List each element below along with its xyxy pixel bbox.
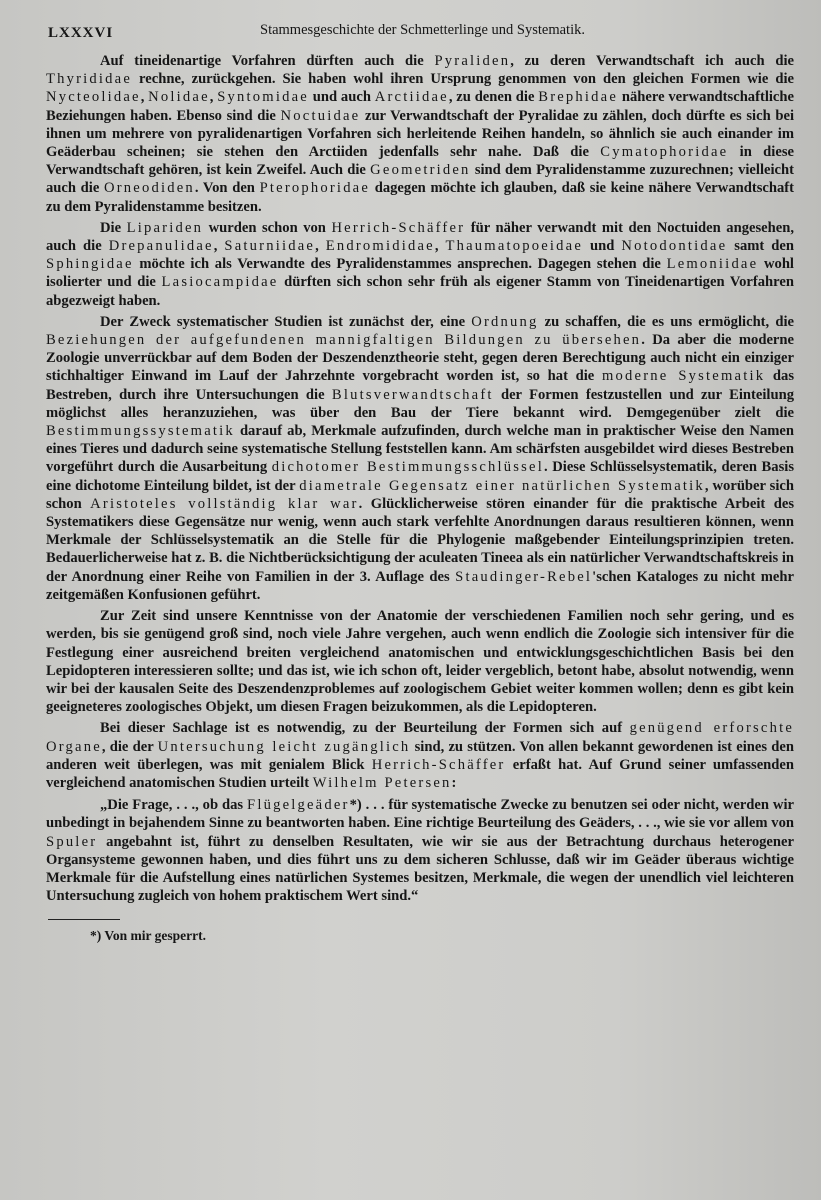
text-run: : [451,774,457,791]
text-run: . Diese Schlüsselsystematik, deren Basis eine dichotome Einteilung bildet, ist der [46,459,795,494]
text-run: . Von den [194,180,260,197]
text-run: , [209,89,218,106]
spaced-emphasis-text: Lemoniidae [666,256,759,273]
spaced-emphasis-text: Noctuidae [280,107,361,124]
text-run: 'schen Kataloges zu nicht mehr zeitgemäßen Konfusionen geführt. [46,568,794,603]
footnote-rule [48,919,120,920]
spaced-emphasis-text: Saturniidae [224,238,316,255]
text-run: für näher verwandt mit den Noctuiden angesehen, auch die [46,219,794,255]
text-run: möchte ich als Verwandte des Pyralidenstammes ansprechen. Dagegen stehen die [133,256,667,273]
text-run: . Glücklicherweise stören einander für die praktische Arbeit des Systematikers diese Gegensätze nur wenig, wenn auch stark verfehlte Anordnungen daraus resultieren können, wenn Merkmale der Schlüsselsystematik an die Stelle für die Phylogenie maßgebender Einteilungsprinzipien treten. Bedauerlicherweise hat z. B. die Nichtberücksichtigung der aculeaten Tineea als ein natürlicher Verwandtschaftskreis in der Anordnung einer Reihe von Familien in der 3. Auflage des [46,495,794,585]
page-header [46,22,799,46]
spaced-emphasis-text: Lipariden [126,219,204,236]
spaced-emphasis-text: Geometriden [370,162,471,179]
spaced-emphasis-text: Aristoteles vollständig klar war [90,495,359,512]
text-run: , [140,89,149,106]
text-run: *) . . . für systematische Zwecke zu benutzen sei oder nicht, werden wir unbedingt in bejahendem Sinne zu beantworten haben. Eine richtige Beurteilung des Geäders, . . ., wie sie vor allem von [46,797,794,832]
text-run: sind dem Pyralidenstamme zuzurechnen; vielleicht auch die [46,162,794,197]
text-run: darauf ab, Merkmale aufzufinden, durch welche man in praktischer Weise den Namen eines Tieres und dadurch seine systematische Stellung feststellen kann. Am schärfsten ausgebildet wird dieses Bestreben vorgeführt durch die Ausarbeitung [46,423,794,476]
text-run: zu schaffen, die es uns ermöglicht, die [538,313,794,330]
spaced-emphasis-text: Wilhelm Petersen [312,774,452,791]
spaced-emphasis-text: moderne Systematik [601,368,766,385]
text-run: rechne, zurückgehen. Sie haben wohl ihren Ursprung genommen von den gleichen Formen wie die [132,71,794,88]
text-run: . Da aber die moderne Zoologie unverrückbar auf dem Boden der Deszendenztheorie steht, gegen deren Berechtigung auch nicht ein einziger stichhaltiger Einwand im Lauf der Jahrzehnte vorgebracht worden ist, so hat die [46,332,794,385]
spaced-emphasis-text: Orneodiden [103,180,195,197]
spaced-emphasis-text: Thaumatopoeidae [445,238,584,255]
text-run: dagegen möchte ich glauben, daß sie keine nähere Verwandtschaft zu dem Pyralidenstamme besitzen. [46,180,795,215]
spaced-emphasis-text: dichotomer Bestimmungsschlüssel [271,459,544,476]
spaced-emphasis-text: Cymatophoridae [600,144,729,161]
footnote: *) Von mir gesperrt. [90,928,206,944]
text-run: sind, zu stützen. Von allen bekannt gewordenen ist eines den anderen weit überlegen, was mit genialem Blick [46,738,794,773]
text-run: wurden schon von [203,219,332,236]
text-run: angebahnt ist, führt zu denselben Resultaten, wie wir sie aus der Betrachtung durchaus heterogener Organsysteme gewonnen haben, und dies führt uns zu dem sicheren Schlusse, daß wir im Geäder überaus wichtige Merkmale für die Aufstellung eines natürlichen Systemes besitzen, Merkmale, die wegen der unendlich viel leichteren Untersuchung zugleich von hohem praktischem Wert sind.“ [46,833,794,905]
spaced-emphasis-text: Pterophoridae [259,180,371,197]
text-run: „Die Frage, . . ., ob das [100,797,248,814]
spaced-emphasis-text: Nolidae [148,89,210,106]
text-run: samt den [727,238,795,255]
text-run: das Bestreben, durch ihre Untersuchungen die [46,368,794,403]
spaced-emphasis-text: Brephidae [538,89,619,106]
spaced-emphasis-text: diametrale Gegensatz einer natürlichen Systematik [299,477,705,494]
spaced-emphasis-text: Untersuchung leicht zugänglich [157,738,411,755]
spaced-emphasis-text: Nycteolidae [46,89,141,106]
spaced-emphasis-text: Arctiidae [374,89,449,106]
text-run: , [213,238,225,255]
text-run: Der Zweck systematischer Studien ist zunächst der, eine [100,313,472,330]
spaced-emphasis-text: Syntomidae [217,89,309,106]
spaced-emphasis-text: Staudinger-Rebel [455,568,593,585]
body-paragraph [46,607,794,716]
spaced-emphasis-text: Notodontidae [621,238,728,255]
text-run: dürften sich schon sehr früh als eigener Stamm von Tineidenartigen Vorfahren abgezweigt haben. [46,274,794,309]
body-paragraph [46,313,794,604]
spaced-emphasis-text: Spuler [46,833,98,850]
spaced-emphasis-text: Herrich-Schäffer [331,219,466,236]
spaced-emphasis-text: Pyraliden [434,53,511,69]
text-run: zur Verwandtschaft der Pyralidae zu zählen, doch dürfte es sich bei ihnen um mehrere von pyralidenartigen Vorfahren sich herleitende Reihen handeln, so ähnlich sie auch einander im Geäderbau scheinen; sie stehen den Arctiiden jedenfalls sehr nahe. Daß die [46,107,795,161]
body-text [46,52,794,905]
quotation-paragraph [46,796,794,905]
text-run: Auf tineidenartige Vorfahren dürften auch die [100,53,435,69]
body-paragraph [46,719,794,792]
body-paragraph [46,52,794,216]
running-title: Stammesgeschichte der Schmetterlinge und Systematik. [260,22,585,38]
text-run: der Formen festzustellen und zur Einteilung möglichst alles heranzuziehen, was über den Bau der Tiere bekannt wird. Demgegenüber zielt die [46,386,794,421]
spaced-emphasis-text: Thyrididae [46,71,133,88]
spaced-emphasis-text: Ordnung [471,313,539,330]
text-run: Die [100,219,127,236]
spaced-emphasis-text: Herrich-Schäffer [371,756,506,773]
text-run: , die der [101,738,158,755]
spaced-emphasis-text: Sphingidae [46,256,134,273]
text-run: wohl isolierter und die [46,256,794,291]
text-run: und [583,238,622,255]
text-run: , zu denen die [448,89,539,106]
text-run: , [434,238,446,255]
text-run: nähere verwandtschaftliche Beziehungen haben. Ebenso sind die [46,89,795,124]
text-run: , [315,238,326,255]
spaced-emphasis-text: Drepanulidae [108,238,214,255]
text-run: in diese Verwandtschaft gehören, ist kein Zweifel. Auch die [46,144,794,179]
text-run: und auch [308,89,375,106]
body-paragraph [46,219,794,310]
spaced-emphasis-text: Endromididae [325,238,435,255]
spaced-emphasis-text: Flügelgeäder [247,797,350,814]
text-run: erfaßt hat. Auf Grund seiner umfassenden vergleichend anatomischen Studien urteilt [46,756,794,791]
text-run: , worüber sich schon [46,477,795,512]
text-run: Zur Zeit sind unsere Kenntnisse von der Anatomie der verschiedenen Familien noch sehr gering, und es werden, bis sie genügend groß sind, noch viele Jahre vergehen, auch wenn endlich die Zoologie sich intensiver für die Festlegung einer ausreichend breiten vergleichend anatomischen und entwicklungsgeschichtlichen Basis bei den Lepidopteren interessieren sollte; und das ist, wie ich schon oft, leider vergeblich, betont habe, absolut notwendig, wenn wir bei der kausalen Seite des Deszendenzproblemes auf zoologischem Gebiet weiter kommen wollen; denn es gibt kein geeigneteres zoologisches Objekt, um diesen Fragen beizukommen, als die Lepidopteren. [46,608,794,716]
spaced-emphasis-text: Lasiocampidae [161,274,279,291]
spaced-emphasis-text: Beziehungen der aufgefundenen mannigfaltigen Bildungen zu übersehen [46,332,642,349]
page-number: LXXXVI [48,25,114,41]
spaced-emphasis-text: Blutsverwandtschaft [331,386,494,403]
text-run: , zu deren Verwandtschaft ich auch die [510,53,794,69]
text-run: Bei dieser Sachlage ist es notwendig, zu der Beurteilung der Formen sich auf [100,720,630,737]
spaced-emphasis-text: genügend erforschte Organe [46,720,794,755]
spaced-emphasis-text: Bestimmungssystematik [46,423,235,440]
